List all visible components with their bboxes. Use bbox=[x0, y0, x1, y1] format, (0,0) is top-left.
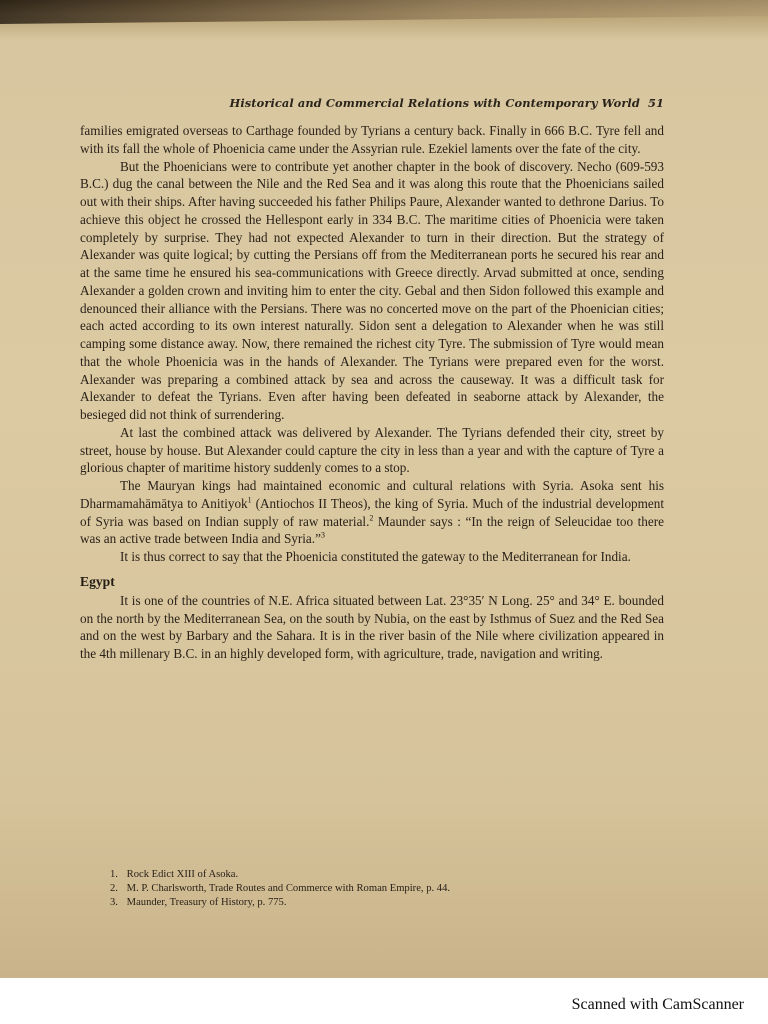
footnotes bbox=[110, 868, 630, 910]
footnote-number: 1. bbox=[110, 869, 118, 880]
running-title: Historical and Commercial Relations with Contemporary World bbox=[229, 96, 640, 110]
footnote-2 bbox=[110, 882, 630, 896]
paragraph-2: But the Phoenicians were to contribute yet another chapter in the book of discovery. Necho (609-593 B.C.) dug the canal between the Nile and the Red Sea and it was along this route that the Phoenicians sailed out with their ships. After having succeeded his father Philips Paure, Alexander wanted to dethrone Darius. To achieve this object he crossed the Hellespont early in 334 B.C. The maritime cities of Phoenicia were taken completely by surprise. They had not expected Alexander to turn in their direction. But the strategy of Alexander was quite logical; by cutting the Persians off from the Mediterranean ports he secured his rear and at the same time he ensured his sea-communications with Greece directly. Arvad submitted at once, sending Alexander a golden crown and inviting him to enter the city. Gebal and then Sidon followed this example and denounced their alliance with the Persians. There was no concerted move on the part of the Phoenician cities; each acted according to its own interest naturally. Sidon sent a delegation to Alexander when he was still camping some distance away. Now, there remained the richest city Tyre. The submission of Tyre would mean that the whole Phoenicia was in the hands of Alexander. The Tyrians were prepared even for the worst. Alexander was preparing a combined attack by sea and across the causeway. It was a difficult task for Alexander to defeat the Tyrians. Even after having been defeated in seaborne attack by Alexander, the besieged did not think of surrendering. bbox=[80, 158, 664, 422]
paragraph-1: families emigrated overseas to Carthage founded by Tyrians a century back. Finally in 666 B.C. Tyre fell and with its fall the whole of Phoenicia came under the Assyrian rule. Ezekiel laments over the fate of the city. bbox=[80, 123, 664, 156]
paragraph-5: It is thus correct to say that the Phoenicia constituted the gateway to the Mediterranean for India. bbox=[120, 549, 631, 564]
footnote-3 bbox=[110, 896, 630, 910]
page-number: 51 bbox=[647, 96, 664, 110]
paragraph-6: It is one of the countries of N.E. Africa situated between Lat. 23°35′ N Long. 25° and 34° E. bounded on the north by the Mediterranean Sea, on the south by Nubia, on the east by Isthmus of Suez and the Red Sea and on the west by Barbary and the Sahara. It is in the river basin of the Nile where civilization appeared in the 4th millenary B.C. in an highly developed form, with agriculture, trade, navigation and writing. bbox=[80, 592, 664, 661]
paragraph-3: At last the combined attack was delivered by Alexander. The Tyrians defended their city, street by street, house by house. But Alexander could capture the city in less than a year and with the capture of Tyre a glorious chapter of maritime history suddenly comes to a stop. bbox=[80, 424, 664, 476]
footnote-number: 3. bbox=[110, 897, 118, 908]
paragraph-4-part-1: The Mauryan kings had maintained economic and cultural relations with Syria. Asoka sent his Dharmamahāmātya to Anitiyok bbox=[80, 478, 664, 511]
paragraph-4-part-2: (Antiochos II Theos), the king of Syria. Much of the industrial development of Syria was based on Indian supply of raw material. bbox=[80, 495, 664, 529]
scanner-watermark: Scanned with CamScanner bbox=[571, 996, 744, 1013]
paragraph-4-part-3: Maunder says : “In the reign of Seleucidae too there was an active trade between India and Syria.” bbox=[80, 513, 664, 547]
footnote-mark-1: 1 bbox=[247, 495, 252, 505]
footnote-mark-3: 3 bbox=[320, 530, 325, 540]
paragraph-4 bbox=[80, 477, 664, 548]
body-text bbox=[80, 122, 664, 663]
footnote-number: 2. bbox=[110, 883, 118, 894]
footnote-text: M. P. Charlsworth, Trade Routes and Commerce with Roman Empire, p. 44. bbox=[126, 883, 451, 894]
footnote-text: Rock Edict XIII of Asoka. bbox=[126, 869, 239, 880]
footnote-text: Maunder, Treasury of History, p. 775. bbox=[126, 897, 287, 908]
section-heading-egypt: Egypt bbox=[80, 573, 115, 589]
running-head bbox=[80, 96, 664, 110]
footnote-mark-2: 2 bbox=[369, 513, 374, 523]
book-page bbox=[80, 96, 664, 663]
footnote-1 bbox=[110, 868, 630, 882]
